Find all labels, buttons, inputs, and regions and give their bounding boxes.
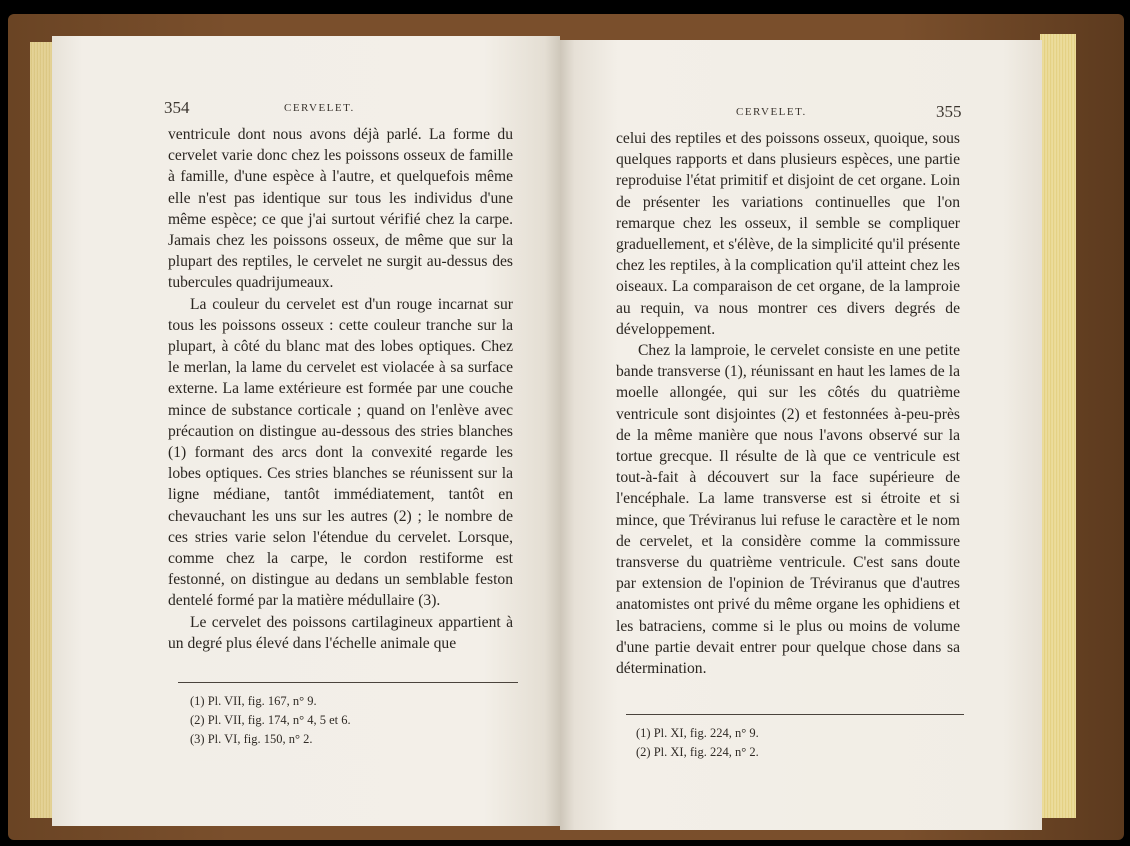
left-body-text xyxy=(168,124,513,654)
left-footnotes xyxy=(190,692,351,749)
left-page-number: 354 xyxy=(164,98,190,117)
right-body-text xyxy=(616,128,960,679)
right-paragraph-2: Chez la lamproie, le cervelet consiste en une petite bande transverse (1), réunissant en haut les lames de la moelle allongée, qui sur les côtés du quatrième ventricule sont disjointes (2) et festonnées à-peu-près de la même manière que nous l'avons observé sur la tortue grecque. Il résulte de là que ce ventricule est tout-à-fait à découvert sur la face supérieure de l'encéphale. La lame transverse est si étroite et si mince, que Tréviranus lui refuse le caractère et le nom de cervelet, et la considère comme la commissure transverse du quatrième ventricule. C'est sans doute par extension de l'opinion de Tréviranus que d'autres anatomistes ont privé du même organe les ophidiens et les batraciens, comme si le plus ou moins de volume d'une partie devait entrer pour quelque chose dans sa détermination. xyxy=(616,342,960,678)
left-paragraph-2: La couleur du cervelet est d'un rouge incarnat sur tous les poissons osseux : cette couleur tranche sur la plupart, à côté du blanc mat des lobes optiques. Chez le merlan, la lame du cervelet est violacée à sa surface externe. La lame extérieure est formée par une couche mince de substance corticale ; quand on l'enlève avec précaution on distingue au-dessous des stries blanches (1) formant des arcs dont la convexité regarde les lobes optiques. Ces stries blanches se réunissent sur la ligne médiane, tantôt immédiatement, tantôt en chevauchant les uns sur les autres (2) ; le nombre de ces stries varie selon l'étendue du cervelet. Lorsque, comme chez la carpe, le cordon restiforme est festonné, on distingue au dedans un semblable feston dentelé formé par la matière médullaire (3). xyxy=(168,295,513,610)
right-footnotes xyxy=(636,724,759,762)
left-footnote-1: (1) Pl. VII, fig. 167, n° 9. xyxy=(190,694,317,708)
right-footnote-rule xyxy=(626,714,964,715)
page-edges-right xyxy=(1040,34,1076,818)
right-paragraph-1: celui des reptiles et des poissons osseux, quoique, sous quelques rapports et dans plusieurs espèces, une partie reproduise l'état primitif et disjoint de cet organe. Loin de présenter les variations continuelles que l'on remarque chez les osseux, il semble se compliquer graduellement, et s'élève, de la simplicité qu'il présente chez les reptiles, à la complication qu'il atteint chez les oiseaux. La comparaison de cet organe, de la lamproie au requin, va nous montrer ces divers degrés de développement. xyxy=(616,130,960,338)
left-paragraph-3: Le cervelet des poissons cartilagineux appartient à un degré plus élevé dans l'échelle animale que xyxy=(168,613,513,652)
left-running-head: CERVELET. xyxy=(284,102,355,114)
right-footnote-1: (1) Pl. XI, fig. 224, n° 9. xyxy=(636,726,759,740)
left-footnote-rule xyxy=(178,682,518,683)
right-running-head: CERVELET. xyxy=(736,106,807,118)
left-footnote-3: (3) Pl. VI, fig. 150, n° 2. xyxy=(190,732,313,746)
left-page xyxy=(52,36,560,826)
left-footnote-2: (2) Pl. VII, fig. 174, n° 4, 5 et 6. xyxy=(190,713,351,727)
right-page-number: 355 xyxy=(936,102,962,121)
right-footnote-2: (2) Pl. XI, fig. 224, n° 2. xyxy=(636,745,759,759)
right-page xyxy=(560,40,1042,830)
page-edges-left xyxy=(30,42,54,818)
left-paragraph-1: ventricule dont nous avons déjà parlé. La forme du cervelet varie donc chez les poissons osseux de famille à famille, d'une espèce à l'autre, et quelquefois même elle n'est pas identique sur tous les individus d'une même espèce; ce que j'ai surtout vérifié chez la carpe. Jamais chez les poissons osseux, de même que sur la plupart des reptiles, le cervelet ne surgit au-dessus des tubercules quadrijumeaux. xyxy=(168,126,513,292)
